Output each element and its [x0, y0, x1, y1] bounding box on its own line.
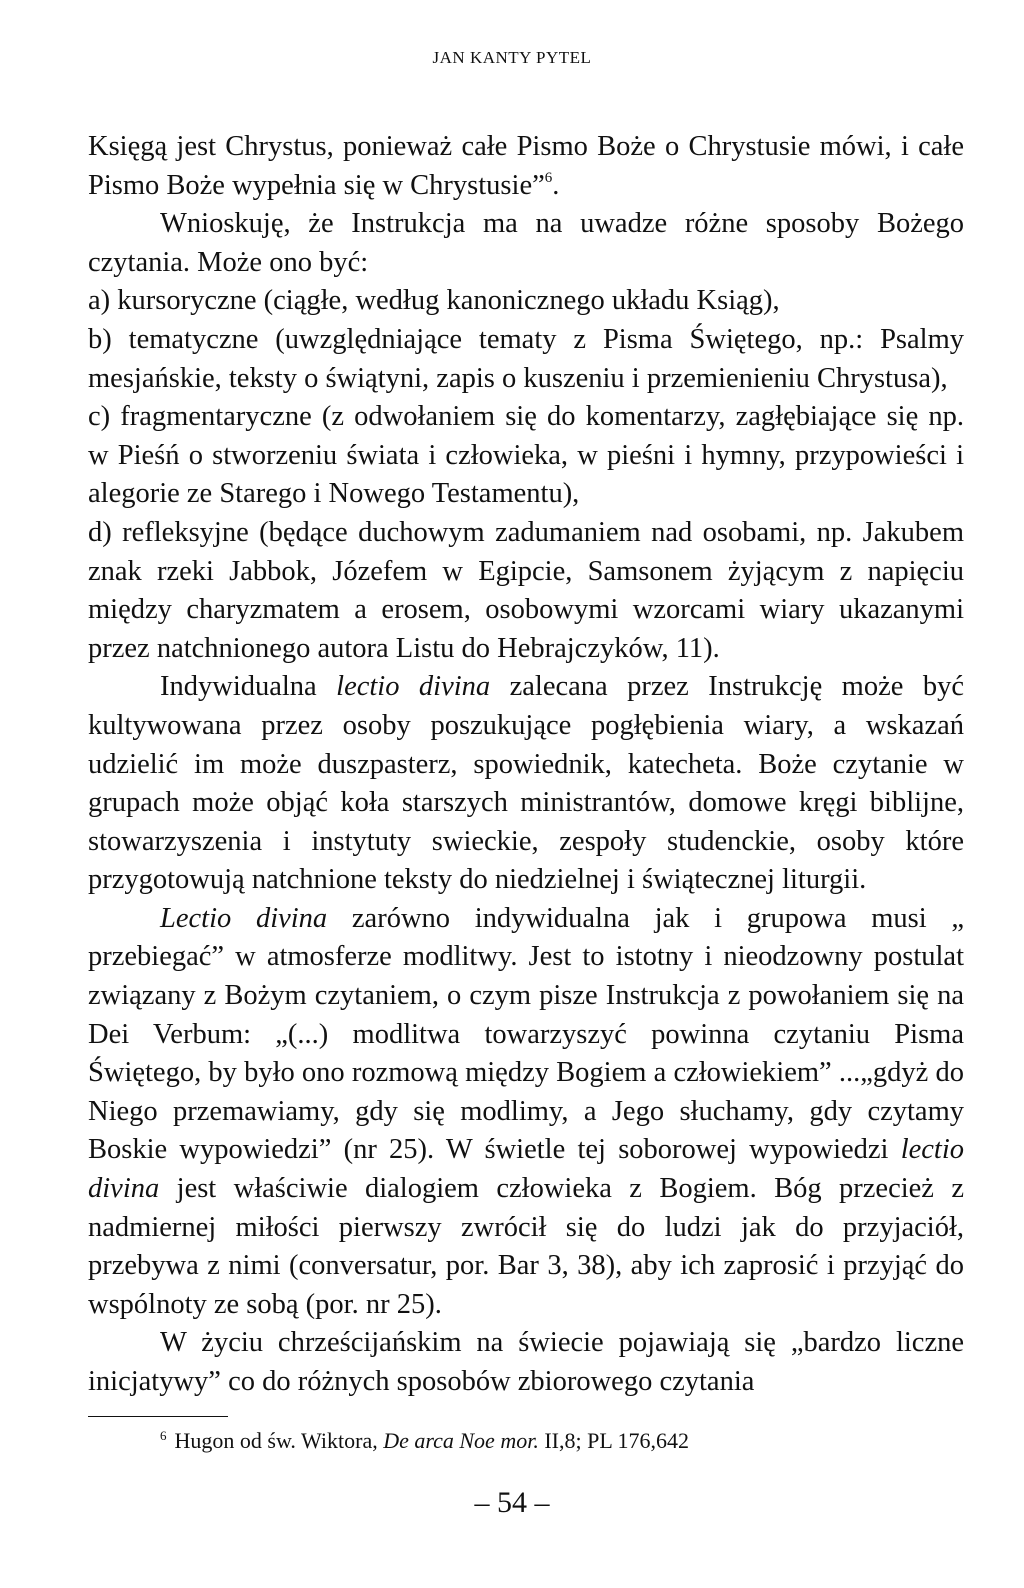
paragraph-1-text: Księgą jest Chrystus, ponieważ całe Pismo Boże o Chrystusie mówi, i całe Pismo Boże wypełnia się w Chrystusie”	[88, 131, 964, 201]
footnote-author: Hugon od św. Wiktora,	[174, 1428, 384, 1453]
footnote-rule	[88, 1416, 228, 1417]
paragraph-4-rest: jest właściwie dialogiem człowieka z Bogiem. Bóg przecież z nadmiernej miłości pierwszy zwrócił się do ludzi jak do przyjaciół, przebywa z nimi (conversatur, por. Bar 3, 38), aby ich zaprosić i przyjąć do wspólnoty ze sobą (por. nr 25).	[88, 1173, 964, 1320]
paragraph-4-italic: Lectio divina	[160, 902, 328, 934]
paragraph-4	[88, 900, 964, 1325]
paragraph-5: W życiu chrześcijańskim na świecie pojawiają się „bardzo liczne inicjatywy” co do różnych sposobów zbiorowego czytania	[88, 1327, 964, 1397]
list-item-d: d) refleksyjne (będące duchowym zadumaniem nad osobami, np. Jakubem znak rzeki Jabbok, Józefem w Egipcie, Samsonem żyjącym z napięciu między charyzmatem a erosem, osobowymi wzorcami wiary ukazanymi przez natchnionego autora Listu do Hebrajczyków, 11).	[88, 516, 964, 664]
page-number: – 54 –	[474, 1486, 550, 1519]
paragraph-1-end: .	[552, 169, 560, 201]
running-head: JAN KANTY PYTEL	[432, 48, 592, 67]
paragraph-4-text: zarówno indywidualna jak i grupowa musi „ przebiegać” w atmosferze modlitwy. Jest to istotny i nieodzowny postulat związany z Bożym czytaniem, o czym pisze Instrukcja z powołaniem się na Dei Verbum: „(...) modlitwa towarzyszyć powinna czytaniu Pisma Świętego, by było ono rozmową między Bogiem a człowiekiem” ...„gdyż do Niego przemawiamy, gdy się modlimy, a Jego słuchamy, gdy czytamy Boskie wypowiedzi” (nr 25). W świetle tej soborowej wypowiedzi	[88, 902, 964, 1166]
list-item-a: a) kursoryczne (ciągłe, według kanonicznego układu Ksiąg),	[88, 285, 780, 317]
paragraph-3-rest: zalecana przez Instrukcję może być kultywowana przez osoby poszukujące pogłębienia wiary, a wskazań udzielić im może duszpasterz, spowiednik, katecheta. Boże czytanie w grupach może objąć koła starszych ministrantów, domowe kręgi biblijne, stowarzyszenia i instytuty swieckie, zespoły studenckie, osoby które przygotowują natchnione teksty do niedzielnej i świątecznej liturgii.	[88, 671, 964, 896]
footnote	[160, 1426, 960, 1456]
paragraph-4-italic-2: lectio divina	[88, 1134, 964, 1205]
paragraph-3-start: Indywidualna	[160, 671, 337, 703]
footnote-marker: 6	[160, 1428, 167, 1443]
list-item-b: b) tematyczne (uwzględniające tematy z Pisma Świętego, np.: Psalmy mesjańskie, teksty o świątyni, zapis o kuszeniu i przemienieniu Chrystusa),	[88, 323, 964, 394]
paragraph-3	[88, 668, 964, 900]
body-text	[88, 128, 964, 1402]
paragraph-3-italic: lectio divina	[336, 671, 491, 703]
footnote-ref[interactable]: 6	[544, 169, 553, 186]
list-item-c: c) fragmentaryczne (z odwołaniem się do komentarzy, zagłębiające się np. w Pieśń o stworzeniu świata i człowieka, w pieśni i hymny, przypowieści i alegorie ze Starego i Nowego Testamentu),	[88, 401, 964, 510]
footnote-title: De arca Noe mor.	[383, 1428, 539, 1453]
paragraph-2: Wnioskuję, że Instrukcja ma na uwadze różne sposoby Bożego czytania. Może ono być:	[88, 208, 964, 278]
paragraph-1	[88, 128, 964, 205]
footnote-reference: II,8; PL 176,642	[538, 1428, 689, 1453]
